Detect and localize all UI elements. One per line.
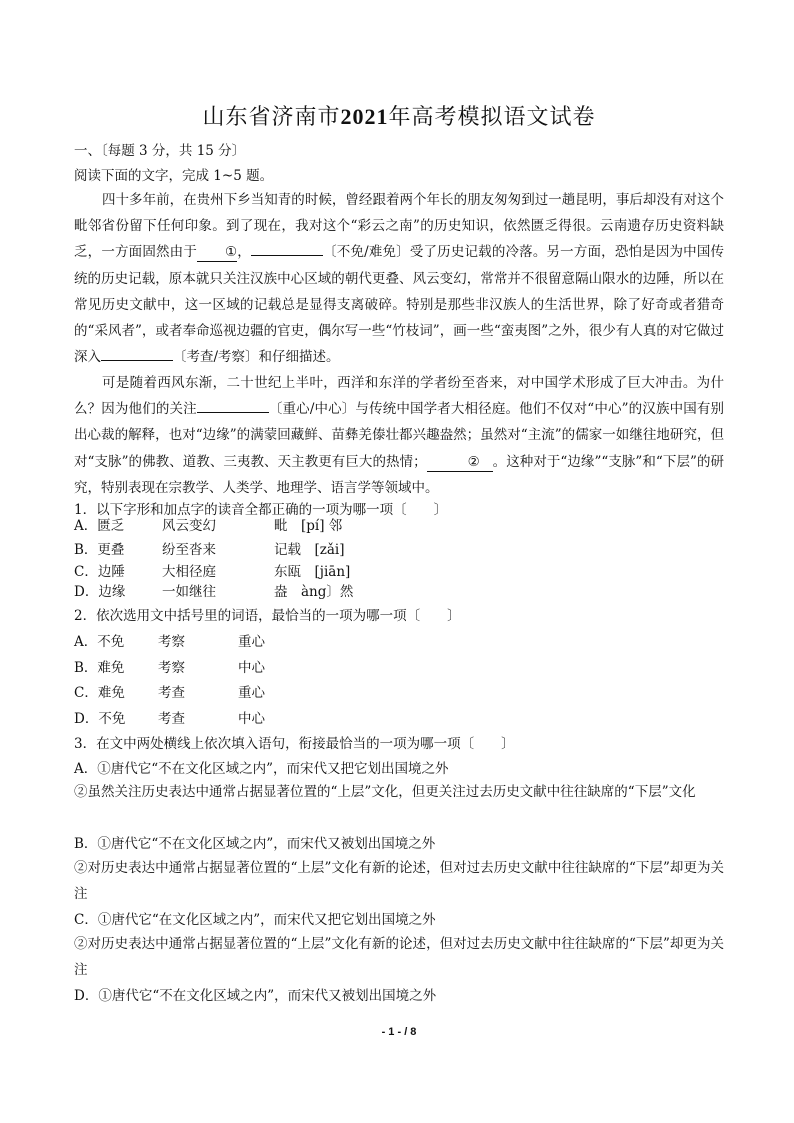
section-heading: 一、〔每题 3 分，共 15 分〕 (74, 143, 246, 159)
reading-instruction: 阅读下面的文字，完成 1~5 题。 (74, 168, 274, 184)
blank-word-3 (197, 412, 269, 413)
blank-2: ② (427, 453, 493, 472)
question-3-option-b-2: ②对历史表达中通常占据显著位置的“上层”文化有新的论述，但对过去历史文献中往往缺席的“下层”却更为关注 (74, 860, 724, 902)
question-1-stem: 1．以下字形和加点字的读音全都正确的一项为哪一项〔 〕 (74, 502, 448, 518)
blank-1: ① (197, 243, 237, 262)
question-1-option-a: A．匮乏 风云变幻 毗 [pí] 邻 (74, 518, 343, 534)
page-title: 山东省济南市2021年高考模拟语文试卷 (202, 104, 596, 130)
question-2-option-b: B．难免 考察 中心 (74, 660, 265, 676)
question-2-stem: 2．依次选用文中括号里的词语，最恰当的一项为哪一项〔 〕 (74, 608, 461, 624)
question-2-option-c: C．难免 考查 重心 (74, 685, 265, 701)
question-2-option-a: A．不免 考察 重心 (74, 634, 265, 650)
question-3-option-a-2: ②虽然关注历史表达中通常占据显著位置的“上层”文化，但更关注过去历史文献中往往缺席的“下层”文化 (74, 784, 696, 800)
passage-paragraph-1: 四十多年前，在贵州下乡当知青的时候，曾经跟着两个年长的朋友匆匆到过一趟昆明，事后却没有对这个毗邻省份留下任何印象。到了现在，我对这个“彩云之南”的历史知识，依然匮乏得很。云南遗存历史资料缺乏，一方面固然由于 ①， 〔不免/难免〕受了历史记载的冷落。另一方面，恐怕是因为中国传统的历史记载，原本就只关注汉族中心区域的朝代更叠、风云变幻，常常并不很留意隔山限水的边陲，所以在常见历史文献中，这一区域的记载总是显得支离破碎。特别是那些非汉族人的生活世界，除了好奇或者猎奇的“采风者”，或者奉命巡视边疆的官吏，偶尔写一些“竹枝词”，画一些“蛮夷图”之外，很少有人真的对它做过深入 〔考查/考察〕和仔细描述。 (74, 192, 724, 366)
question-3-option-b-1: B．①唐代它“不在文化区域之内”，而宋代又被划出国境之外 (74, 836, 436, 852)
question-1-option-c: C．边陲 大相径庭 东瓯 [jiān] (74, 564, 351, 580)
question-3-option-a-1: A．①唐代它“不在文化区域之内”，而宋代又把它划出国境之外 (74, 761, 449, 777)
blank-word-2 (101, 360, 173, 361)
question-3-option-c-1: C．①唐代它“在文化区域之内”，而宋代又把它划出国境之外 (74, 912, 436, 928)
passage-paragraph-2: 可是随着西风东渐，二十世纪上半叶，西洋和东洋的学者纷至沓来，对中国学术形成了巨大冲击。为什么？因为他们的关注 〔重心/中心〕与传统中国学者大相径庭。他们不仅对“中心”的汉族中国有别出心裁的解释，也对“边缘”的满蒙回藏鲜、苗彝羌傣壮都兴趣盎然；虽然对“主流”的儒家一如继往地研究，但对“支脉”的佛教、道教、三夷教、天主教更有巨大的热情； ② 。这种对于“边缘”“支脉”和“下层”的研究，特别表现在宗教学、人类学、地理学、语言学等领域中。 (74, 375, 725, 496)
question-1-option-b: B．更叠 纷至沓来 记载 [zǎi] (74, 542, 345, 558)
question-3-option-d-1: D．①唐代它“不在文化区域之内”，而宋代又被划出国境之外 (74, 988, 437, 1004)
question-3-option-c-2: ②对历史表达中通常占据显著位置的“上层”文化有新的论述，但对过去历史文献中往往缺席的“下层”却更为关注 (74, 936, 724, 978)
question-3-stem: 3．在文中两处横线上依次填入语句，衔接最恰当的一项为哪一项〔 〕 (74, 736, 515, 752)
blank-word-1 (251, 255, 323, 256)
question-1-option-d: D．边缘 一如继往 盎 àng〕然 (74, 584, 354, 600)
page-number: - 1 - / 8 (381, 1026, 417, 1038)
question-2-option-d: D．不免 考查 中心 (74, 711, 265, 727)
